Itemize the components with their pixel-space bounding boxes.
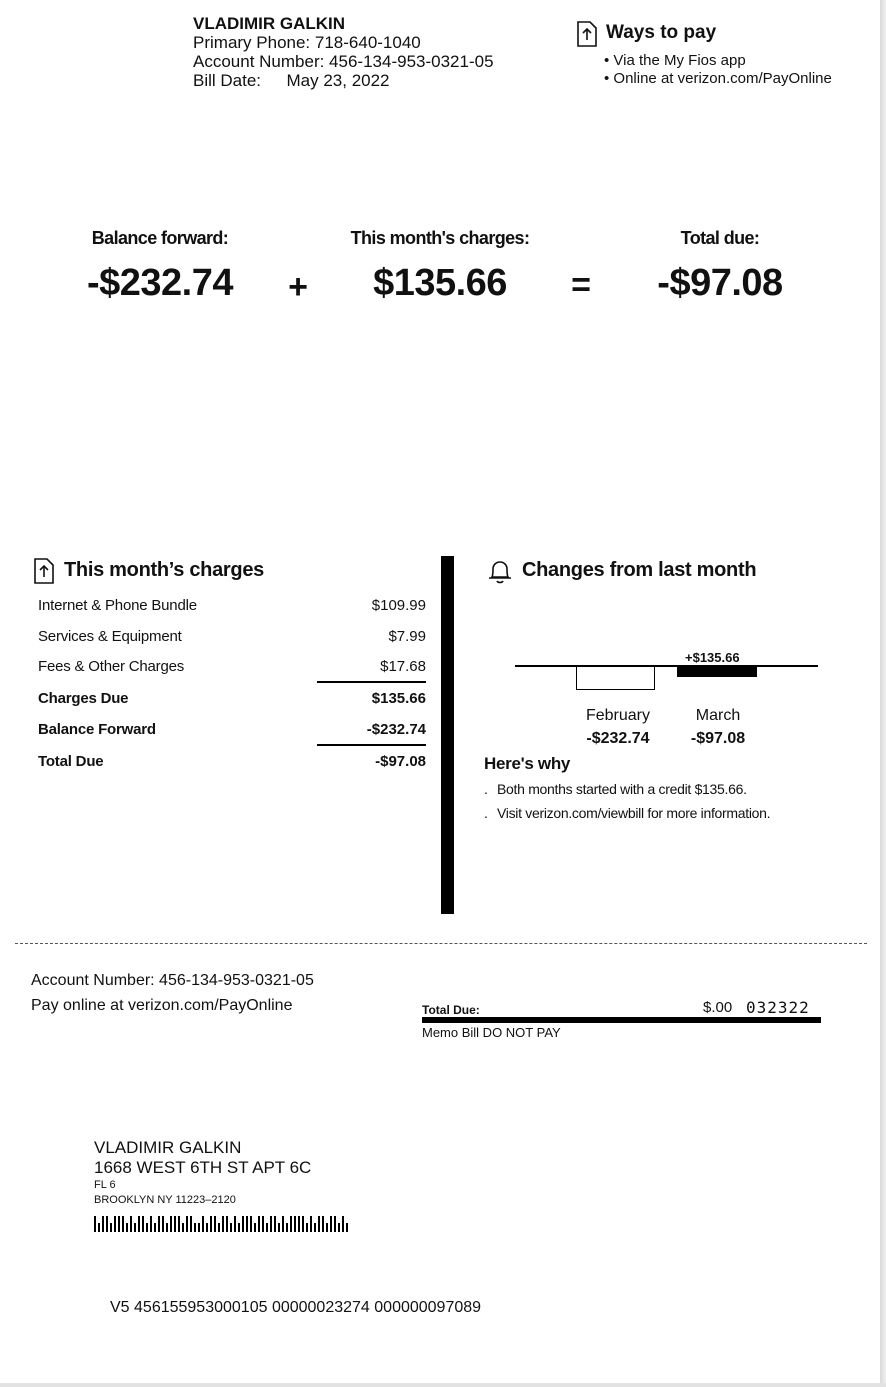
barcode-bar — [194, 1223, 196, 1232]
barcode-bar — [106, 1216, 108, 1232]
why-item: . Both months started with a credit $135.66. — [484, 781, 747, 797]
march-bar — [677, 666, 757, 677]
barcode-bar — [130, 1216, 132, 1232]
barcode-bar — [182, 1223, 184, 1232]
barcode-bar — [206, 1223, 208, 1232]
why-item-text: Visit verizon.com/viewbill for more information. — [497, 805, 771, 821]
barcode-bar — [246, 1216, 248, 1232]
upload-document-icon — [576, 20, 598, 48]
bill-date-value: May 23, 2022 — [286, 71, 390, 90]
plus-sign: + — [288, 268, 308, 306]
scan-line: V5 456155953000105 00000023274 000000097089 — [110, 1299, 482, 1316]
heres-why-title: Here's why — [484, 754, 571, 773]
mailing-floor: FL 6 — [94, 1179, 116, 1191]
total-rule — [317, 744, 426, 746]
barcode-bar — [258, 1216, 260, 1232]
barcode-bar — [122, 1216, 124, 1232]
barcode-bar — [342, 1216, 344, 1232]
barcode-bar — [330, 1216, 332, 1232]
primary-phone: Primary Phone: 718-640-1040 — [193, 33, 421, 52]
postal-barcode — [94, 1214, 350, 1232]
barcode-bar — [262, 1216, 264, 1232]
barcode-bar — [226, 1216, 228, 1232]
charge-row-label: Fees & Other Charges — [38, 658, 185, 675]
barcode-bar — [274, 1216, 276, 1232]
barcode-bar — [146, 1223, 148, 1232]
barcode-bar — [94, 1216, 96, 1232]
barcode-bar — [174, 1216, 176, 1232]
february-bar — [576, 666, 655, 690]
upload-document-icon — [33, 557, 55, 585]
page-edge-bottom — [0, 1383, 886, 1387]
charge-row-value: $17.68 — [380, 658, 426, 675]
barcode-bar — [298, 1216, 300, 1232]
barcode-bar — [230, 1223, 232, 1232]
barcode-bar — [158, 1216, 160, 1232]
bill-date — [193, 71, 494, 90]
why-item: . Visit verizon.com/viewbill for more information. — [484, 805, 771, 821]
memo-note: Memo Bill DO NOT PAY — [422, 1025, 561, 1040]
barcode-bar — [222, 1216, 224, 1232]
month-label-february: February — [585, 707, 651, 724]
subtotal-rule — [317, 681, 426, 683]
charge-row-label: Internet & Phone Bundle — [38, 597, 197, 614]
barcode-bar — [294, 1216, 296, 1232]
barcode-bar — [326, 1223, 328, 1232]
bill-date-label: Bill Date: — [193, 71, 262, 90]
account-number: Account Number: 456-134-953-0321-05 — [193, 52, 494, 71]
barcode-bar — [166, 1223, 168, 1232]
mailing-city: BROOKLYN NY 11223–2120 — [94, 1194, 236, 1206]
this-month-charges-amount: $135.66 — [373, 262, 507, 304]
barcode-bar — [266, 1223, 268, 1232]
barcode-bar — [102, 1216, 104, 1232]
month-amount-february: -$232.74 — [586, 730, 650, 747]
coupon-tear-line — [15, 943, 867, 944]
barcode-bar — [162, 1216, 164, 1232]
ways-to-pay-title: Ways to pay — [606, 22, 717, 43]
charge-row-value: $7.99 — [388, 628, 426, 645]
barcode-bar — [178, 1216, 180, 1232]
barcode-bar — [170, 1216, 172, 1232]
pay-option-app: • Via the My Fios app — [604, 52, 746, 69]
barcode-bar — [286, 1223, 288, 1232]
charges-section-title: This month’s charges — [64, 559, 264, 581]
barcode-bar — [250, 1216, 252, 1232]
charges-due-label: Charges Due — [38, 690, 129, 707]
month-amount-march: -$97.08 — [690, 730, 746, 747]
barcode-bar — [98, 1223, 100, 1232]
pay-option-online: • Online at verizon.com/PayOnline — [604, 70, 832, 87]
changes-section-title: Changes from last month — [522, 559, 757, 581]
total-due-row-label: Total Due — [38, 753, 104, 770]
barcode-bar — [190, 1216, 192, 1232]
mailing-street: 1668 WEST 6TH ST APT 6C — [94, 1158, 312, 1177]
mailing-address — [94, 1138, 311, 1208]
barcode-bar — [126, 1223, 128, 1232]
charges-due-value: $135.66 — [371, 690, 426, 707]
barcode-bar — [318, 1216, 320, 1232]
barcode-bar — [134, 1223, 136, 1232]
charge-row-value: $109.99 — [371, 597, 426, 614]
barcode-bar — [334, 1216, 336, 1232]
equals-sign: = — [571, 266, 591, 304]
barcode-bar — [290, 1216, 292, 1232]
coupon-account-number: Account Number: 456-134-953-0321-05 — [31, 972, 314, 989]
barcode-bar — [322, 1216, 324, 1232]
barcode-bar — [234, 1216, 236, 1232]
section-divider — [441, 556, 454, 914]
charge-row-label: Services & Equipment — [38, 628, 182, 645]
bell-icon — [486, 557, 514, 585]
balance-forward-label: Balance forward: — [91, 228, 229, 248]
barcode-bar — [314, 1223, 316, 1232]
chart-baseline — [515, 665, 818, 667]
why-item-text: Both months started with a credit $135.66. — [497, 781, 747, 797]
barcode-bar — [138, 1216, 140, 1232]
coupon-rule — [422, 1017, 821, 1023]
barcode-bar — [150, 1216, 152, 1232]
barcode-bar — [210, 1216, 212, 1232]
barcode-bar — [202, 1216, 204, 1232]
coupon-amount: $.00 — [703, 999, 733, 1016]
barcode-bar — [186, 1216, 188, 1232]
month-label-march: March — [695, 707, 741, 724]
customer-header — [193, 14, 494, 90]
total-due-row-value: -$97.08 — [375, 753, 426, 770]
coupon-pay-online: Pay online at verizon.com/PayOnline — [31, 997, 293, 1014]
barcode-bar — [346, 1223, 348, 1232]
total-due-label: Total due: — [680, 228, 760, 248]
coupon-code: 032322 — [746, 998, 810, 1017]
mailing-name: VLADIMIR GALKIN — [94, 1138, 242, 1157]
barcode-bar — [238, 1223, 240, 1232]
change-amount-label: +$135.66 — [685, 650, 740, 665]
barcode-bar — [254, 1223, 256, 1232]
page-edge — [880, 0, 886, 1387]
barcode-bar — [282, 1216, 284, 1232]
barcode-bar — [306, 1223, 308, 1232]
balance-forward-amount: -$232.74 — [86, 262, 233, 304]
balance-forward-row-label: Balance Forward — [38, 721, 156, 738]
barcode-bar — [338, 1223, 340, 1232]
balance-forward-row-value: -$232.74 — [366, 721, 426, 738]
total-due-amount: -$97.08 — [657, 262, 783, 304]
barcode-bar — [278, 1223, 280, 1232]
coupon-total-due-label: Total Due: — [422, 1003, 480, 1017]
barcode-bar — [154, 1223, 156, 1232]
this-month-charges-label: This month's charges: — [350, 228, 530, 248]
barcode-bar — [198, 1223, 200, 1232]
barcode-bar — [114, 1216, 116, 1232]
barcode-bar — [214, 1216, 216, 1232]
barcode-bar — [270, 1216, 272, 1232]
barcode-bar — [218, 1223, 220, 1232]
customer-name: VLADIMIR GALKIN — [193, 14, 346, 33]
barcode-bar — [242, 1216, 244, 1232]
barcode-bar — [310, 1216, 312, 1232]
barcode-bar — [118, 1216, 120, 1232]
barcode-bar — [110, 1223, 112, 1232]
barcode-bar — [142, 1216, 144, 1232]
barcode-bar — [302, 1216, 304, 1232]
